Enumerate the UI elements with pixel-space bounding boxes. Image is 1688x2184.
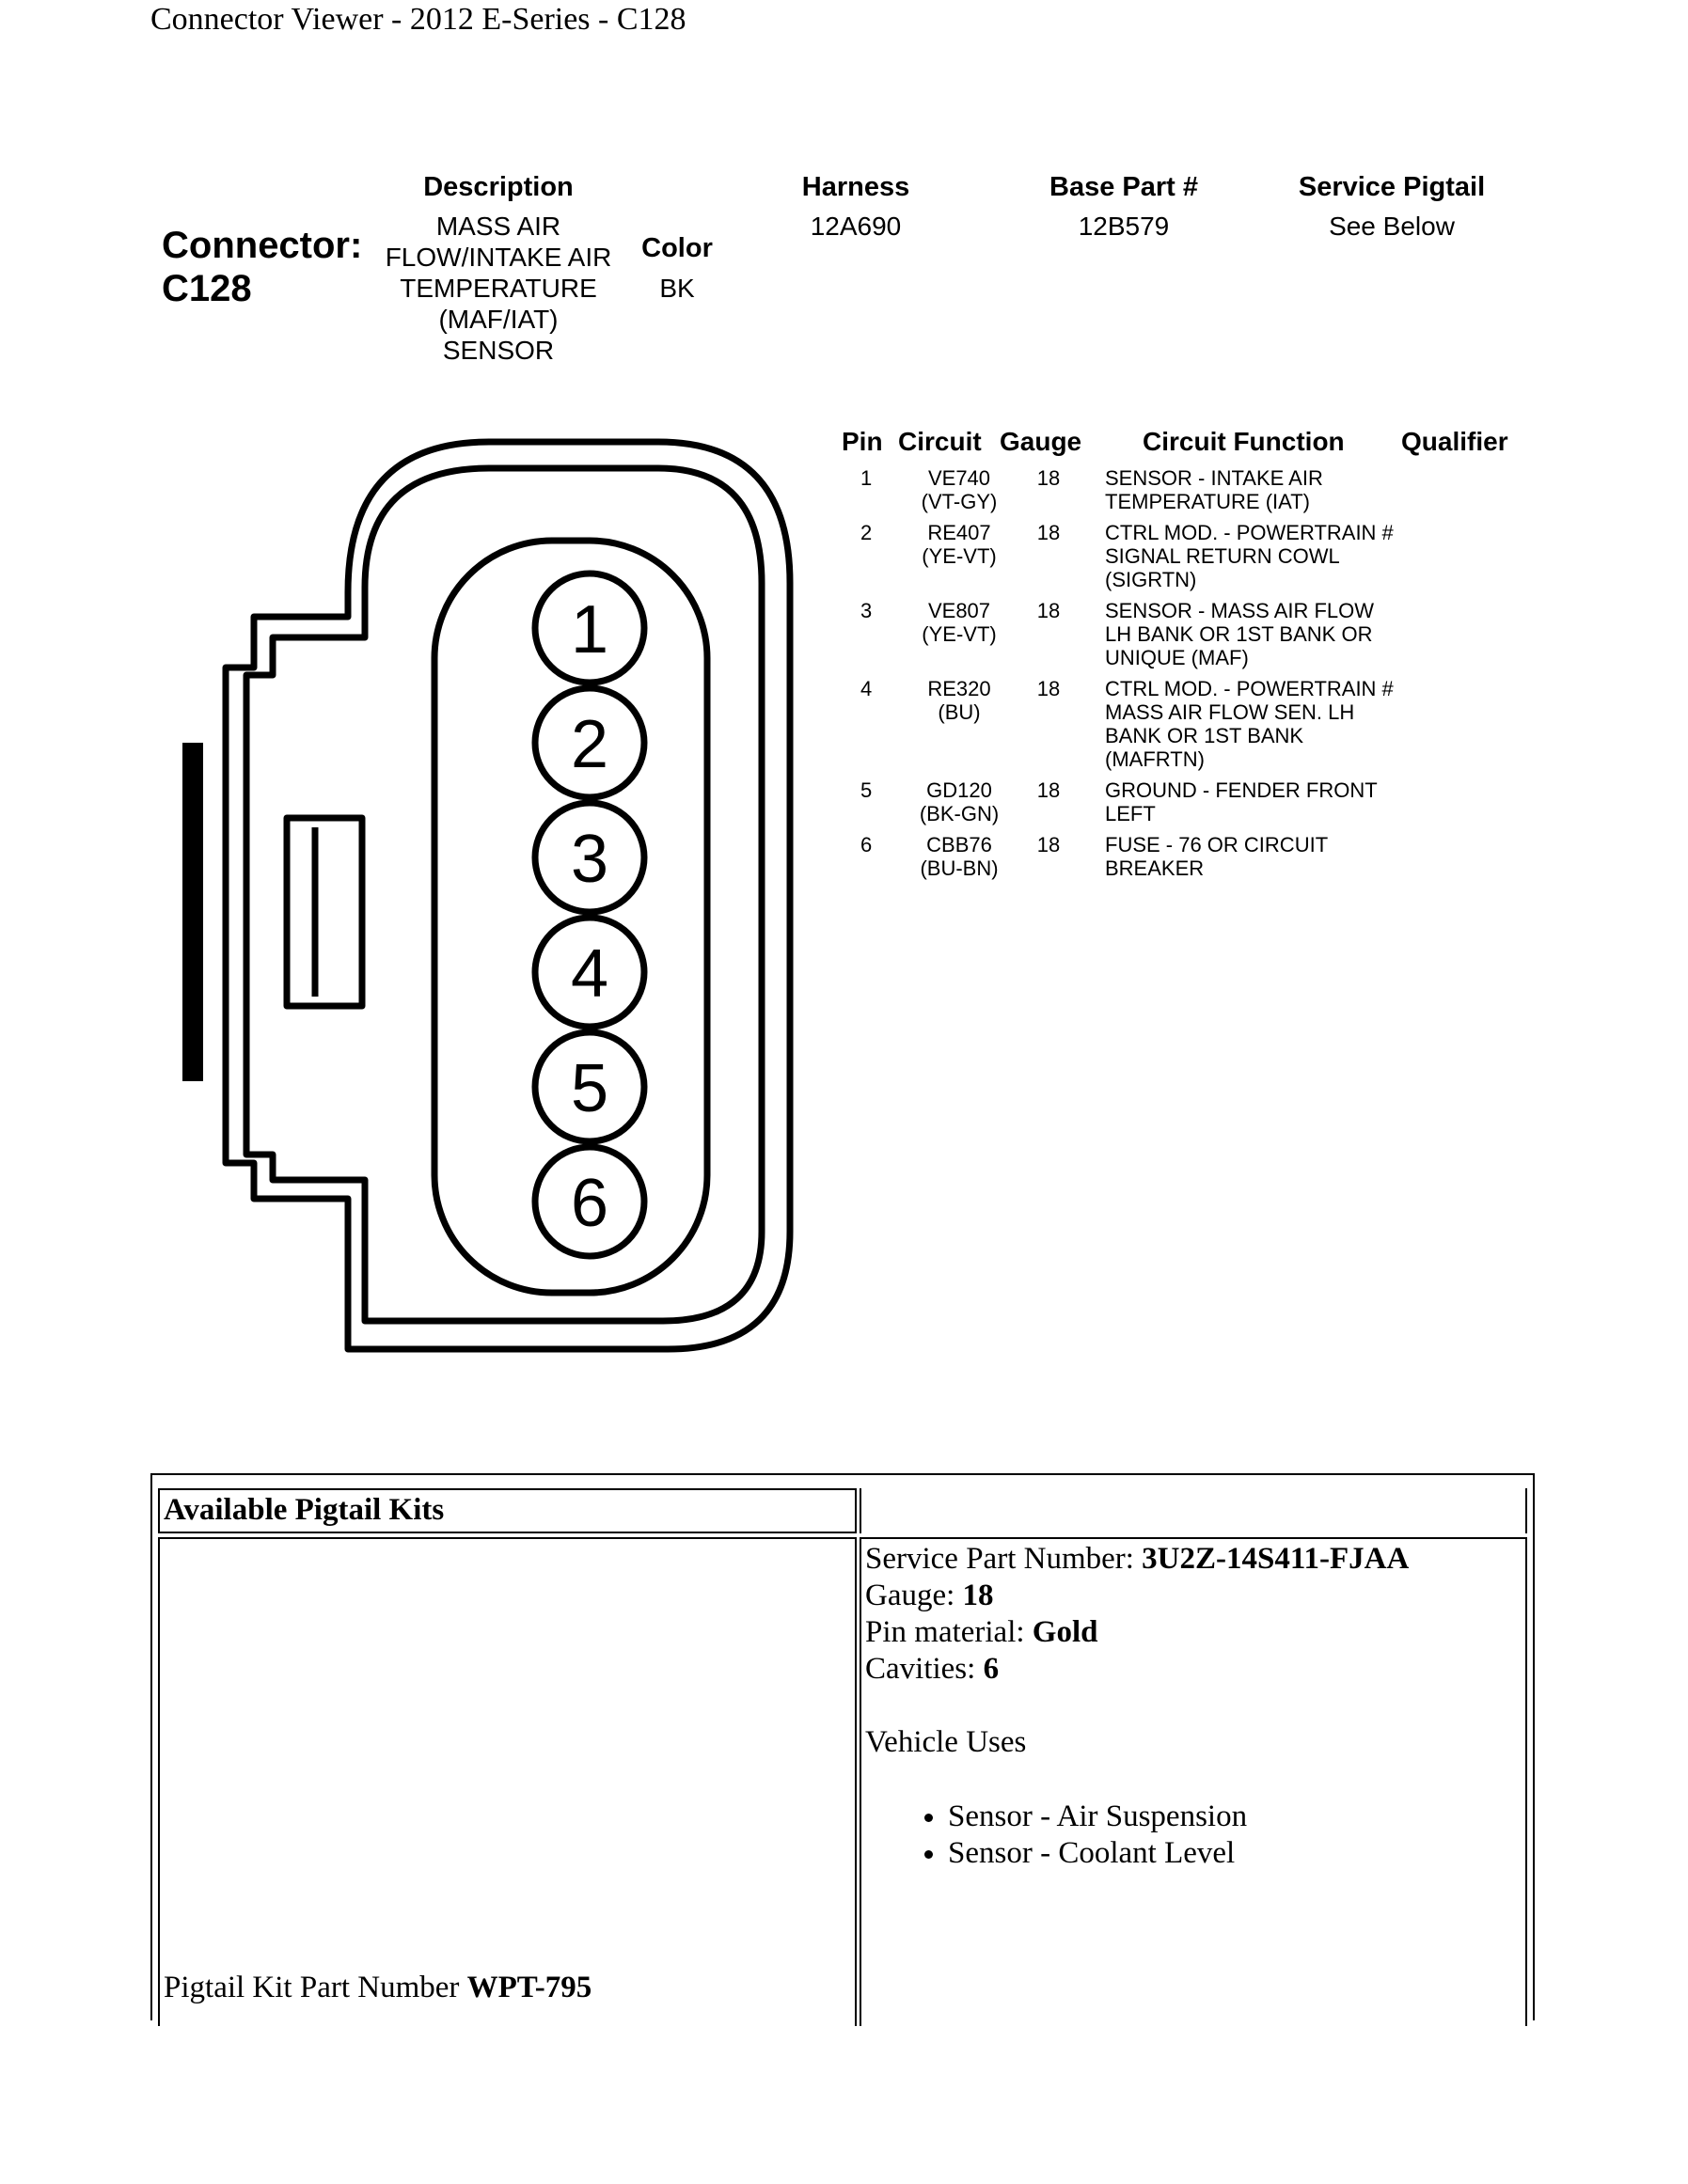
latch-bar (182, 743, 203, 1081)
gauge-cell: 18 (1036, 599, 1061, 622)
description-value (357, 211, 639, 366)
connector-label-line2: C128 (162, 268, 252, 309)
circuit-cell (907, 778, 1011, 825)
page-title: Connector Viewer - 2012 E-Series - C128 (150, 2, 686, 37)
function-cell: SENSOR - MASS AIR FLOW LH BANK OR 1ST BANK OR UNIQUE (MAF) (1105, 599, 1375, 669)
pigtail-title-cell (158, 1488, 857, 1533)
cavities-info (865, 1651, 1522, 1688)
circuit-id: GD120 (926, 778, 992, 802)
description-line: SENSOR (442, 336, 555, 365)
pin-number-6: 6 (570, 1166, 609, 1241)
gauge-cell: 18 (1036, 778, 1061, 802)
gauge-cell: 18 (1036, 521, 1061, 544)
pin-number-4: 4 (570, 936, 609, 1012)
service-part-number (865, 1541, 1522, 1578)
vehicle-uses-list (865, 1799, 1522, 1872)
pin-number-3: 3 (570, 822, 609, 897)
circuit-id: VE807 (927, 599, 991, 622)
pin-cell: 5 (860, 778, 873, 802)
cavities-value: 6 (983, 1652, 1000, 1686)
circuit-color: (BU) (938, 700, 981, 724)
circuit-color: (BK-GN) (919, 802, 1000, 825)
qualifier-header: Qualifier (1401, 427, 1508, 456)
pigtail-details (861, 1539, 1525, 1874)
gauge-label: Gauge: (865, 1579, 963, 1612)
connector-label (162, 224, 362, 310)
connector-diagram (169, 432, 828, 1373)
pigtail-kit-part-label: Pigtail Kit Part Number (164, 1971, 467, 2004)
description-line: TEMPERATURE (400, 274, 597, 303)
circuit-cell (907, 599, 1011, 646)
pin-cell: 3 (860, 599, 873, 622)
circuit-color: (YE-VT) (922, 544, 997, 568)
pigtail-title-spacer (860, 1488, 1527, 1533)
pin-header: Pin (842, 427, 883, 456)
base-part-value: 12B579 (1078, 212, 1170, 241)
vehicle-uses-label: Vehicle Uses (865, 1725, 1027, 1759)
function-cell: CTRL MOD. - POWERTRAIN # SIGNAL RETURN COWL (SIGRTN) (1105, 521, 1394, 591)
description-header: Description (423, 172, 574, 202)
color-header: Color (641, 233, 713, 263)
circuit-id: RE320 (927, 677, 991, 700)
pin-cell: 2 (860, 521, 873, 544)
pigtail-kit-part-value: WPT-795 (466, 1971, 592, 2004)
function-cell: FUSE - 76 OR CIRCUIT BREAKER (1105, 833, 1329, 880)
gauge-value: 18 (962, 1579, 994, 1612)
circuit-id: CBB76 (926, 833, 992, 856)
pin-material-value: Gold (1032, 1615, 1098, 1649)
description-line: MASS AIR (435, 212, 561, 241)
pin-material-info (865, 1614, 1522, 1651)
function-cell: GROUND - FENDER FRONT LEFT (1105, 778, 1378, 825)
circuit-cell (907, 677, 1011, 724)
service-pigtail-header: Service Pigtail (1298, 172, 1486, 202)
circuit-cell (907, 466, 1011, 513)
service-pigtail-value: See Below (1329, 212, 1455, 241)
pigtail-kits-table (150, 1473, 1535, 2020)
harness-header: Harness (801, 172, 910, 202)
function-cell: CTRL MOD. - POWERTRAIN # MASS AIR FLOW SEN. LH BANK OR 1ST BANK (MAFRTN) (1105, 677, 1394, 771)
circuit-color: (VT-GY) (921, 490, 998, 513)
circuit-cell (907, 521, 1011, 568)
pin-material-label: Pin material: (865, 1615, 1033, 1649)
gauge-cell: 18 (1036, 677, 1061, 700)
pin-number-5: 5 (570, 1051, 609, 1126)
pin-cell: 4 (860, 677, 873, 700)
color-value: BK (659, 274, 695, 303)
circuit-header: Circuit (898, 427, 982, 456)
circuit-function-header: Circuit Function (1143, 427, 1345, 456)
gauge-info (865, 1578, 1522, 1614)
pigtail-kit-part-number (164, 1970, 592, 2006)
circuit-id: VE740 (927, 466, 991, 490)
list-item: • Sensor - Air Suspension (948, 1799, 1522, 1835)
gauge-header: Gauge (1000, 427, 1082, 456)
pin-number-1: 1 (570, 592, 609, 668)
circuit-id: RE407 (927, 521, 991, 544)
gauge-cell: 18 (1036, 466, 1061, 490)
service-part-value: 3U2Z-14S411-FJAA (1142, 1542, 1410, 1576)
base-part-header: Base Part # (1049, 172, 1198, 202)
function-cell: SENSOR - INTAKE AIR TEMPERATURE (IAT) (1105, 466, 1323, 513)
pigtail-right-cell (860, 1537, 1527, 2026)
pigtail-section-title: Available Pigtail Kits (164, 1493, 445, 1527)
harness-value: 12A690 (810, 212, 902, 241)
description-line: FLOW/INTAKE AIR (385, 243, 612, 272)
pin-cell: 6 (860, 833, 873, 856)
service-part-label: Service Part Number: (865, 1542, 1143, 1576)
circuit-color: (YE-VT) (922, 622, 997, 646)
pin-number-2: 2 (570, 707, 609, 782)
latch-block (287, 818, 362, 1006)
cavities-label: Cavities: (865, 1652, 984, 1686)
gauge-cell: 18 (1036, 833, 1061, 856)
list-item: • Sensor - Coolant Level (948, 1835, 1522, 1872)
circuit-color: (BU-BN) (920, 856, 999, 880)
circuit-cell (907, 833, 1011, 880)
connector-label-line1: Connector: (162, 225, 363, 266)
pigtail-left-cell (158, 1537, 857, 2026)
connector-inner-shell (246, 468, 762, 1321)
pin-cell: 1 (860, 466, 873, 490)
description-line: (MAF/IAT) (438, 305, 559, 334)
